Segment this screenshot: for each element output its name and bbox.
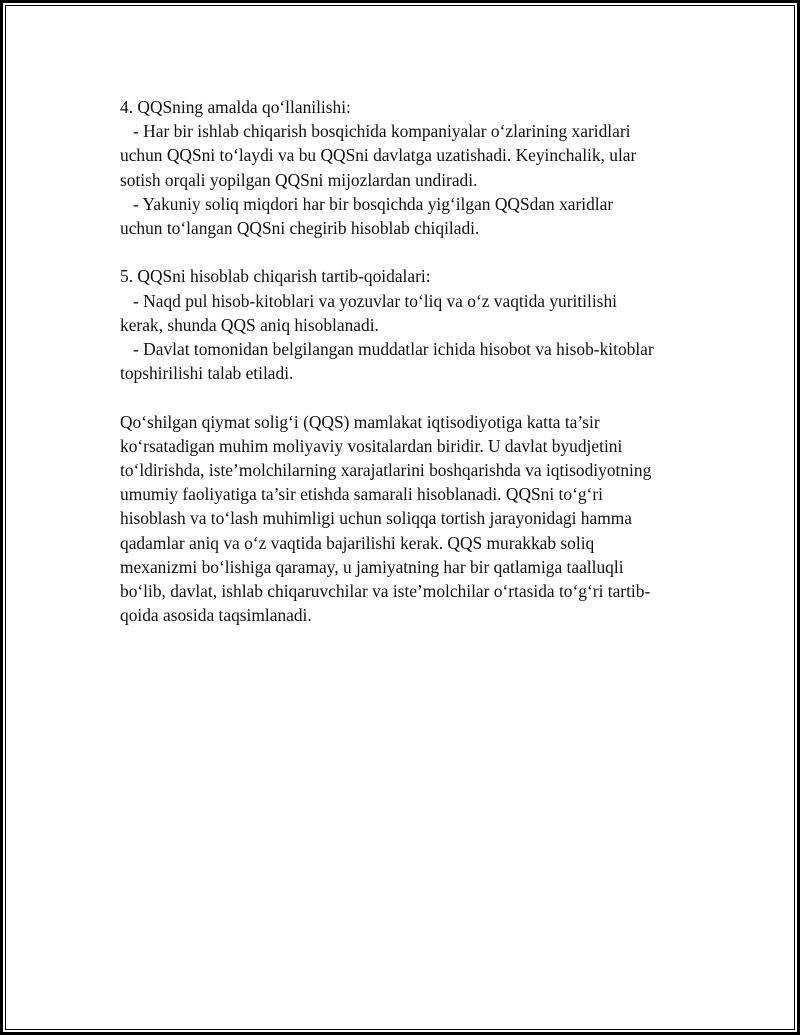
text-line: qadamlar aniq va o‘z vaqtida bajarilishi kerak. QQS murakkab soliq — [120, 532, 595, 553]
section-vat-application — [120, 95, 695, 240]
document-body — [120, 95, 695, 627]
text-line: - Naqd pul hisob-kitoblari va yozuvlar to‘liq va o‘z vaqtida yuritilishi — [120, 290, 617, 311]
text-line: - Har bir ishlab chiqarish bosqichida kompaniyalar o‘zlarining xaridlari — [120, 121, 631, 142]
text-line: kerak, shunda QQS aniq hisoblanadi. — [120, 314, 379, 335]
paragraph-spacer — [120, 240, 695, 264]
text-line: ko‘rsatadigan muhim moliyaviy vositalardan biridir. U davlat byudjetini — [120, 435, 623, 456]
paragraph-spacer — [120, 385, 695, 409]
text-line: bo‘lib, davlat, ishlab chiqaruvchilar va iste’molchilar o‘rtasida to‘g‘ri tartib- — [120, 581, 651, 602]
section-heading: 4. QQSning amalda qo‘llanilishi: — [120, 97, 351, 117]
section-heading: 5. QQSni hisoblab chiqarish tartib-qoidalari: — [120, 266, 431, 287]
text-line: Qo‘shilgan qiymat solig‘i (QQS) mamlakat iqtisodiyotiga katta ta’sir — [120, 411, 600, 432]
text-line: topshirilishi talab etiladi. — [120, 363, 294, 384]
text-line: hisoblash va to‘lash muhimligi uchun soliqqa tortish jarayonidagi hamma — [120, 508, 632, 529]
text-line: uchun to‘langan QQSni chegirib hisoblab chiqiladi. — [120, 218, 480, 239]
section-vat-calculation-rules — [120, 264, 695, 385]
text-line: uchun QQSni to‘laydi va bu QQSni davlatga uzatishadi. Keyinchalik, ular — [120, 145, 637, 166]
text-line: qoida asosida taqsimlanadi. — [120, 605, 312, 626]
text-line: umumiy faoliyatiga ta’sir etishda samarali hisoblanadi. QQSni to‘g‘ri — [120, 484, 603, 505]
text-line: - Yakuniy soliq miqdori har bir bosqichda yig‘ilgan QQSdan xaridlar — [120, 193, 614, 214]
section-conclusion — [120, 410, 695, 628]
text-line: sotish orqali yopilgan QQSni mijozlardan undiradi. — [120, 169, 478, 190]
text-line: mexanizmi bo‘lishiga qaramay, u jamiyatning har bir qatlamiga taalluqli — [120, 556, 624, 577]
text-line: to‘ldirishda, iste’molchilarning xarajatlarini boshqarishda va iqtisodiyotning — [120, 460, 652, 481]
text-line: - Davlat tomonidan belgilangan muddatlar ichida hisobot va hisob-kitoblar — [120, 339, 654, 360]
